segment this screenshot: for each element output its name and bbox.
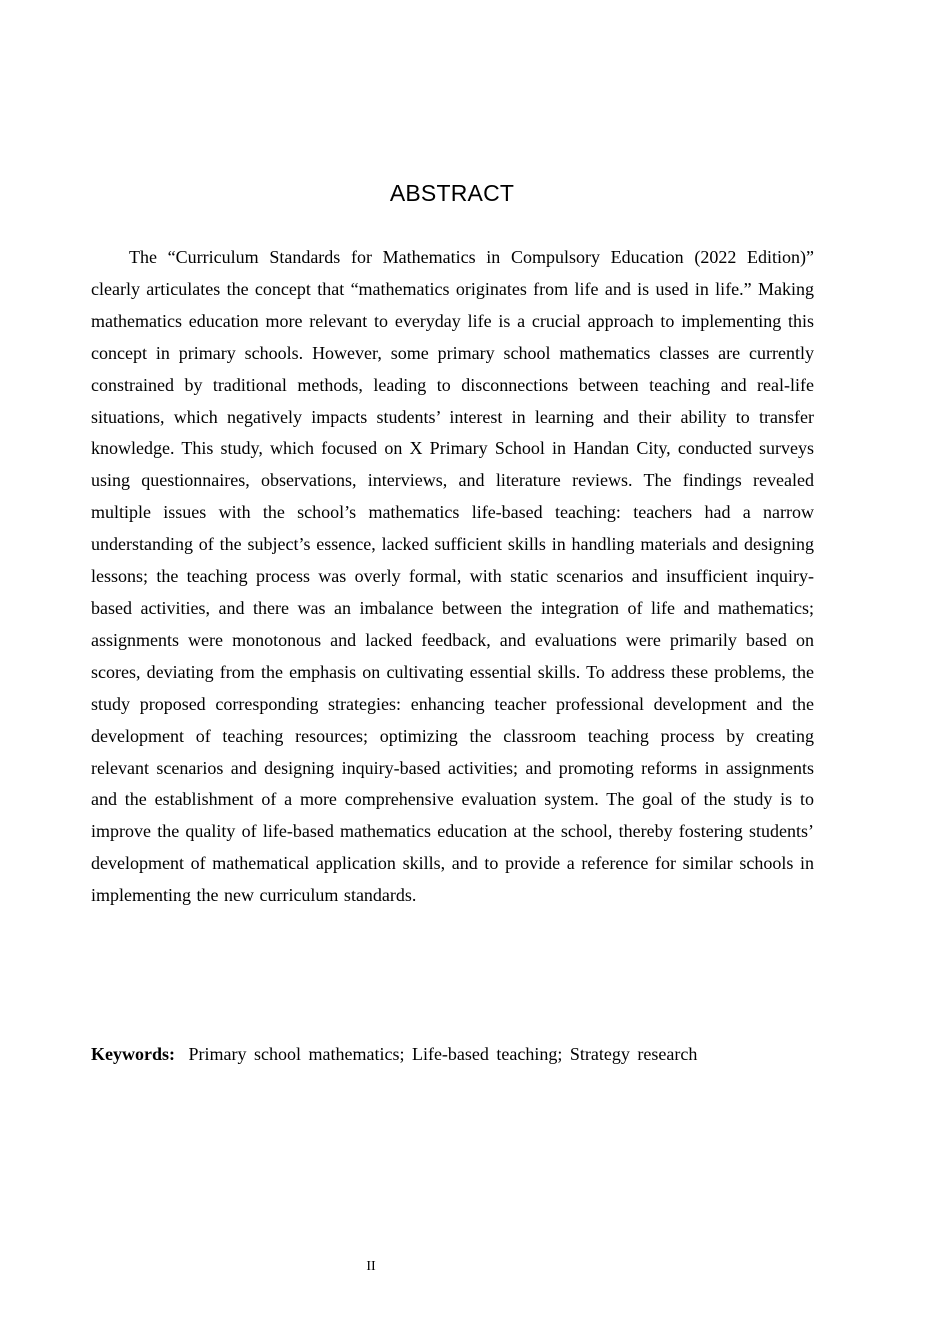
abstract-title: ABSTRACT [389, 180, 515, 206]
keywords-list: Primary school mathematics; Life-based teaching; Strategy research [188, 1044, 698, 1064]
page-number: II [366, 1259, 376, 1274]
abstract-body: The “Curriculum Standards for Mathematics in Compulsory Education (2022 Edition)” clearly articulates the concept that “mathematics originates from life and is used in life.” Making mathematics education more relevant to everyday life is a crucial approach to implementing this concept in primary schools. However, some primary school mathematics classes are currently constrained by traditional methods, leading to disconnections between teaching and real-life situations, which negatively impacts students’ interest in learning and their ability to transfer knowledge. This study, which focused on X Primary School in Handan City, conducted surveys using questionnaires, observations, interviews, and literature reviews. The findings revealed multiple issues with the school’s mathematics life-based teaching: teachers had a narrow understanding of the subject’s essence, lacked sufficient skills in handling materials and designing lessons; the teaching process was overly formal, with static scenarios and insufficient inquiry-based activities, and there was an imbalance between the integration of life and mathematics; assignments were monotonous and lacked feedback, and evaluations were primarily based on scores, deviating from the emphasis on cultivating essential skills. To address these problems, the study proposed corresponding strategies: enhancing teacher professional development and the development of teaching resources; optimizing the classroom teaching process by creating relevant scenarios and designing inquiry-based activities; and promoting reforms in assignments and the establishment of a more comprehensive evaluation system. The goal of the study is to improve the quality of life-based mathematics education at the school, thereby fostering students’ development of mathematical application skills, and to provide a reference for similar schools in implementing the new curriculum standards. [91, 247, 814, 906]
keywords-label: Keywords: [91, 1044, 175, 1064]
keywords-line [91, 1039, 814, 1071]
